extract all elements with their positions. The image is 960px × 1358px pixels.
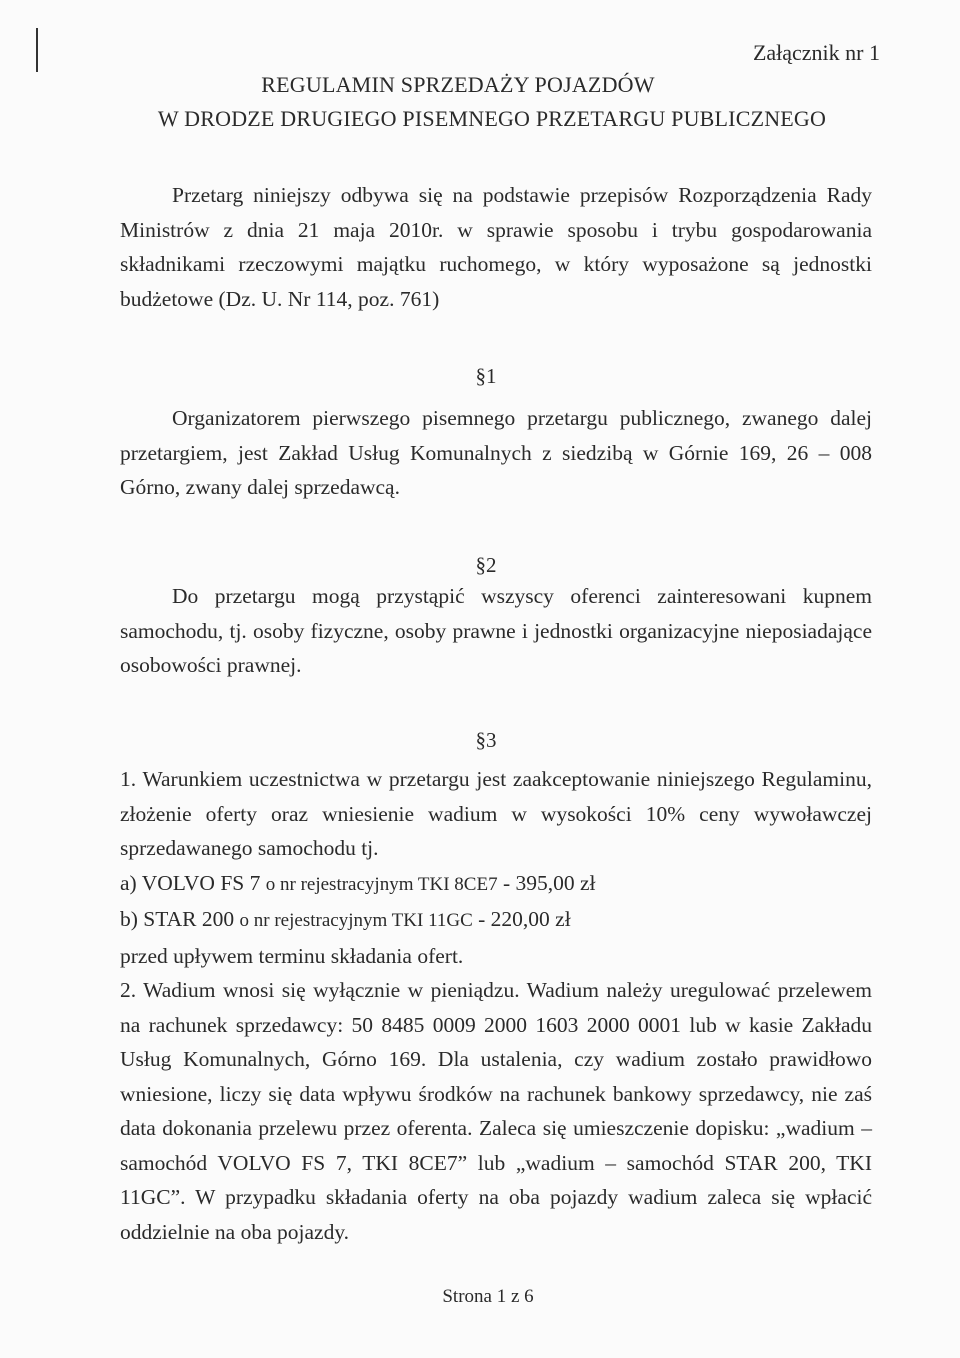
section-3-item-1-end: przed upływem terminu składania ofert. xyxy=(120,943,464,968)
section-2-heading: §2 xyxy=(475,553,497,577)
document-title-line2: W DRODZE DRUGIEGO PISEMNEGO PRZETARGU PUBLICZNEGO xyxy=(157,106,827,131)
section-3-item-b xyxy=(120,902,872,939)
item-a-amount: - 395,00 zł xyxy=(497,870,596,895)
item-b-registration: o nr rejestracyjnym TKI 11GC xyxy=(239,910,473,931)
section-3-item-2: 2. Wadium wnosi się wyłącznie w pieniądzu. Wadium należy uregulować przelewem na rachunek sprzedawcy: 50 8485 0009 2000 1603 2000 0001 lub w kasie Zakładu Usług Komunalnych, Górno 169. Dla ustalenia, czy wadium zostało prawidłowo wniesione, liczy się data wpływu środków na rachunek bankowy sprzedawcy, nie zaś data dokonania przelewu przez oferenta. Zaleca się umieszczenie dopisku: „wadium – samochód VOLVO FS 7, TKI 8CE7” lub „wadium – samochód STAR 200, TKI 11GC”. W przypadku składania oferty na oba pojazdy wadium zaleca się wpłacić oddzielnie na oba pojazdy. xyxy=(120,978,872,1244)
item-b-amount: - 220,00 zł xyxy=(472,907,571,931)
item-b-vehicle: b) STAR 200 xyxy=(120,907,240,931)
intro-paragraph xyxy=(120,178,872,316)
section-2-text: Do przetargu mogą przystąpić wszyscy oferenci zainteresowani kupnem samochodu, tj. osoby fizyczne, osoby prawne i jednostki organizacyjne nieposiadające osobowości prawnej. xyxy=(120,584,872,677)
attachment-label: Załącznik nr 1 xyxy=(752,40,880,65)
section-3-item-1: 1. Warunkiem uczestnictwa w przetargu jest zaakceptowanie niniejszego Regulaminu, złożenie oferty oraz wniesienie wadium w wysokości 10% ceny wywoławczej sprzedawanego samochodu tj. xyxy=(120,767,872,860)
intro-text: Przetarg niniejszy odbywa się na podstawie przepisów Rozporządzenia Rady Ministrów z dnia 21 maja 2010r. w sprawie sposobu i trybu gospodarowania składnikami rzeczowymi majątku ruchomego, w który wyposażone są jednostki budżetowe (Dz. U. Nr 114, poz. 761) xyxy=(120,183,872,311)
scan-edge-mark xyxy=(36,28,38,72)
section-3-item-a xyxy=(120,866,872,903)
section-1-heading: §1 xyxy=(475,364,497,388)
section-2-paragraph xyxy=(120,579,872,683)
document-title-line1: REGULAMIN SPRZEDAŻY POJAZDÓW xyxy=(261,72,655,97)
section-1-paragraph xyxy=(120,401,872,505)
item-a-registration: o nr rejestracyjnym TKI 8CE7 xyxy=(265,873,498,895)
item-a-vehicle: a) VOLVO FS 7 xyxy=(120,870,266,895)
section-3-heading: §3 xyxy=(475,728,497,752)
page-number: Strona 1 z 6 xyxy=(442,1286,534,1307)
section-3-body xyxy=(120,762,872,1249)
section-1-text: Organizatorem pierwszego pisemnego przetargu publicznego, zwanego dalej przetargiem, jest Zakład Usług Komunalnych z siedzibą w Górnie 169, 26 – 008 Górno, zwany dalej sprzedawcą. xyxy=(120,406,872,499)
